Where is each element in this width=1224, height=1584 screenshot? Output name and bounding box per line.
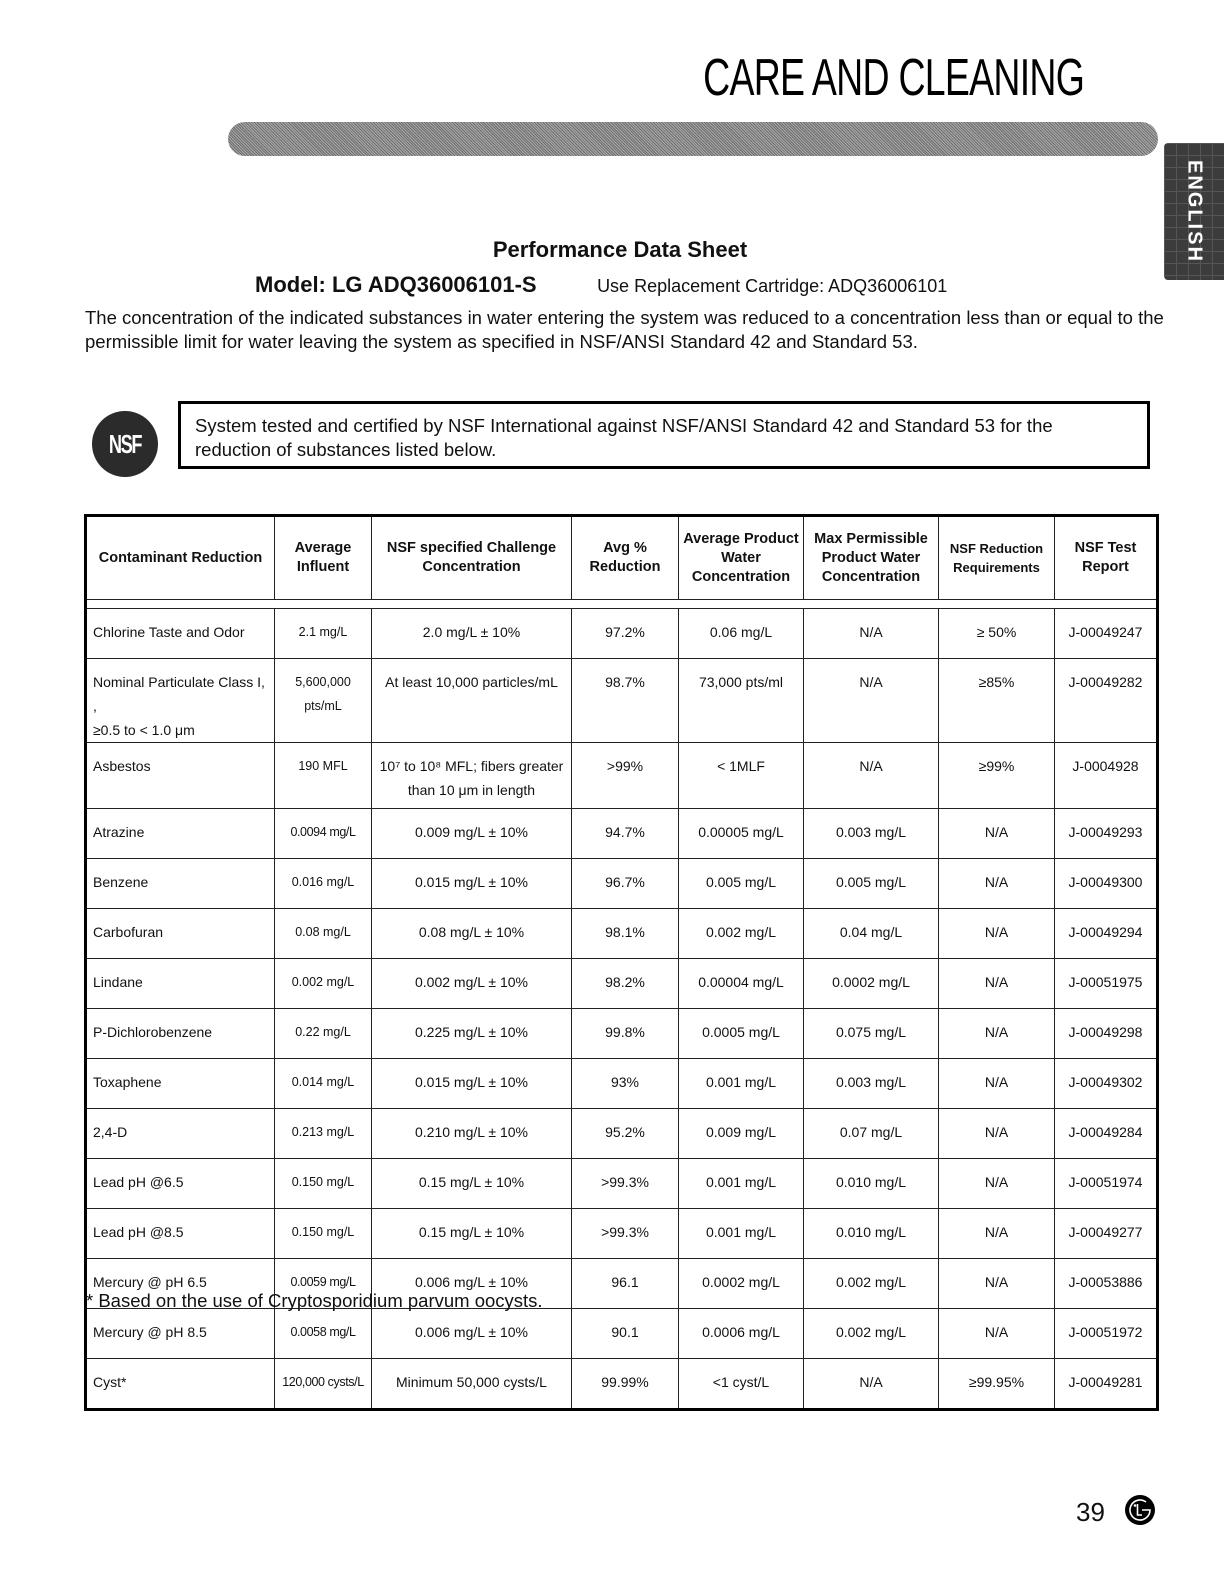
cell-influent: 2.1 mg/L <box>275 609 372 659</box>
cell-contaminant: Mercury @ pH 6.5 <box>86 1259 275 1309</box>
cell-requirement: ≥85% <box>939 659 1055 743</box>
cell-challenge: 0.15 mg/L ± 10% <box>372 1159 572 1209</box>
cell-max: 0.003 mg/L <box>804 809 939 859</box>
cell-reduction: 96.7% <box>572 859 679 909</box>
cell-report: J-00051975 <box>1055 959 1158 1009</box>
cell-reduction: 95.2% <box>572 1109 679 1159</box>
cell-reduction: 99.8% <box>572 1009 679 1059</box>
cell-requirement: N/A <box>939 1059 1055 1109</box>
header-challenge: NSF specified Challenge Concentration <box>372 516 572 600</box>
cell-requirement: N/A <box>939 1209 1055 1259</box>
table-row <box>86 959 1158 1009</box>
cell-report: J-00049293 <box>1055 809 1158 859</box>
cell-influent: 0.016 mg/L <box>275 859 372 909</box>
cell-max: 0.002 mg/L <box>804 1309 939 1359</box>
cell-requirement: ≥99% <box>939 743 1055 809</box>
cell-report: J-00051974 <box>1055 1159 1158 1209</box>
cell-requirement: N/A <box>939 1009 1055 1059</box>
table-row <box>86 809 1158 859</box>
header-decorative-bar <box>228 122 1158 156</box>
model-number: Model: LG ADQ36006101-S <box>255 272 537 297</box>
cell-max: 0.075 mg/L <box>804 1009 939 1059</box>
cell-max: 0.0002 mg/L <box>804 959 939 1009</box>
header-reduction: Avg % Reduction <box>572 516 679 600</box>
nsf-logo-text: NSF <box>108 428 142 459</box>
cell-contaminant: Lead pH @8.5 <box>86 1209 275 1259</box>
cell-report: J-0004928 <box>1055 743 1158 809</box>
cell-requirement: N/A <box>939 909 1055 959</box>
cell-influent: 0.213 mg/L <box>275 1109 372 1159</box>
spacer-row <box>86 600 1158 609</box>
cell-influent: 0.150 mg/L <box>275 1159 372 1209</box>
table-header-row <box>86 516 1158 600</box>
cell-report: J-00049294 <box>1055 909 1158 959</box>
language-tab-label: ENGLISH <box>1183 160 1206 263</box>
cell-challenge: Minimum 50,000 cysts/L <box>372 1359 572 1410</box>
cell-product: 0.001 mg/L <box>679 1059 804 1109</box>
cell-requirement: N/A <box>939 809 1055 859</box>
table-row <box>86 609 1158 659</box>
header-max: Max Permissible Product Water Concentration <box>804 516 939 600</box>
cell-influent: 190 MFL <box>275 743 372 809</box>
cell-max: N/A <box>804 1359 939 1410</box>
cell-influent: 5,600,000 pts/mL <box>275 659 372 743</box>
cell-requirement: N/A <box>939 1309 1055 1359</box>
cell-report: J-00051972 <box>1055 1309 1158 1359</box>
cell-product: 0.001 mg/L <box>679 1159 804 1209</box>
cell-contaminant: Cyst* <box>86 1359 275 1410</box>
cell-report: J-00049282 <box>1055 659 1158 743</box>
header-product: Average Product Water Concentration <box>679 516 804 600</box>
cell-challenge: 10⁷ to 10⁸ MFL; fibers greater than 10 μm in length <box>372 743 572 809</box>
nsf-logo-icon <box>92 411 158 477</box>
header-requirement: NSF Reduction Requirements <box>939 516 1055 600</box>
cell-max: N/A <box>804 609 939 659</box>
cell-product: 0.002 mg/L <box>679 909 804 959</box>
cell-reduction: 98.2% <box>572 959 679 1009</box>
table-row <box>86 1209 1158 1259</box>
lg-logo-icon <box>1124 1494 1156 1526</box>
cell-reduction: >99.3% <box>572 1159 679 1209</box>
cell-reduction: 93% <box>572 1059 679 1109</box>
cell-contaminant: 2,4-D <box>86 1109 275 1159</box>
cell-requirement: N/A <box>939 959 1055 1009</box>
cell-contaminant: Lead pH @6.5 <box>86 1159 275 1209</box>
table-row <box>86 1109 1158 1159</box>
cell-product: < 1MLF <box>679 743 804 809</box>
cell-contaminant: Lindane <box>86 959 275 1009</box>
cell-reduction: 96.1 <box>572 1259 679 1309</box>
cell-influent: 0.0059 mg/L <box>275 1259 372 1309</box>
cell-product: 73,000 pts/ml <box>679 659 804 743</box>
page-number: 39 <box>1076 1497 1105 1527</box>
cell-influent: 120,000 cysts/L <box>275 1359 372 1410</box>
table-row <box>86 1009 1158 1059</box>
cell-reduction: >99% <box>572 743 679 809</box>
cell-report: J-00049300 <box>1055 859 1158 909</box>
header-influent: Average Influent <box>275 516 372 600</box>
replacement-cartridge: Use Replacement Cartridge: ADQ36006101 <box>597 276 948 296</box>
cell-challenge: 0.006 mg/L ± 10% <box>372 1259 572 1309</box>
cell-contaminant: Nominal Particulate Class I, , ≥0.5 to < 1.0 μm <box>86 659 275 743</box>
cell-challenge: 0.006 mg/L ± 10% <box>372 1309 572 1359</box>
cell-challenge: At least 10,000 particles/mL <box>372 659 572 743</box>
cell-max: 0.07 mg/L <box>804 1109 939 1159</box>
cell-product: 0.0006 mg/L <box>679 1309 804 1359</box>
cell-max: N/A <box>804 743 939 809</box>
cell-influent: 0.014 mg/L <box>275 1059 372 1109</box>
table-row <box>86 1059 1158 1109</box>
cell-challenge: 0.225 mg/L ± 10% <box>372 1009 572 1059</box>
cell-product: 0.00004 mg/L <box>679 959 804 1009</box>
table-row <box>86 743 1158 809</box>
cell-contaminant: Carbofuran <box>86 909 275 959</box>
cell-requirement: N/A <box>939 1159 1055 1209</box>
cell-product: 0.005 mg/L <box>679 859 804 909</box>
cell-report: J-00049247 <box>1055 609 1158 659</box>
cell-contaminant: Benzene <box>86 859 275 909</box>
cell-max: 0.04 mg/L <box>804 909 939 959</box>
cell-influent: 0.002 mg/L <box>275 959 372 1009</box>
cell-reduction: 98.1% <box>572 909 679 959</box>
cell-challenge: 0.08 mg/L ± 10% <box>372 909 572 959</box>
cell-challenge: 0.002 mg/L ± 10% <box>372 959 572 1009</box>
cell-reduction: 90.1 <box>572 1309 679 1359</box>
cell-challenge: 0.015 mg/L ± 10% <box>372 1059 572 1109</box>
cell-contaminant: Chlorine Taste and Odor <box>86 609 275 659</box>
table-row <box>86 1359 1158 1410</box>
header-report: NSF Test Report <box>1055 516 1158 600</box>
cell-report: J-00049284 <box>1055 1109 1158 1159</box>
cell-influent: 0.0094 mg/L <box>275 809 372 859</box>
cell-product: 0.0002 mg/L <box>679 1259 804 1309</box>
cell-requirement: ≥ 50% <box>939 609 1055 659</box>
table-row <box>86 1309 1158 1359</box>
table-row <box>86 659 1158 743</box>
cell-challenge: 0.015 mg/L ± 10% <box>372 859 572 909</box>
cell-max: N/A <box>804 659 939 743</box>
cell-influent: 0.150 mg/L <box>275 1209 372 1259</box>
cell-contaminant: Mercury @ pH 8.5 <box>86 1309 275 1359</box>
certification-box: System tested and certified by NSF International against NSF/ANSI Standard 42 and Standard 53 for the reduction of substances listed below. <box>178 401 1150 469</box>
cell-reduction: >99.3% <box>572 1209 679 1259</box>
cell-challenge: 0.009 mg/L ± 10% <box>372 809 572 859</box>
cell-product: 0.06 mg/L <box>679 609 804 659</box>
cell-reduction: 97.2% <box>572 609 679 659</box>
cell-product: 0.009 mg/L <box>679 1109 804 1159</box>
cell-reduction: 98.7% <box>572 659 679 743</box>
cell-report: J-00049281 <box>1055 1359 1158 1410</box>
cell-product: 0.0005 mg/L <box>679 1009 804 1059</box>
performance-table <box>84 514 1159 1411</box>
cell-max: 0.003 mg/L <box>804 1059 939 1109</box>
sheet-title: Performance Data Sheet <box>492 237 748 262</box>
cell-report: J-00053886 <box>1055 1259 1158 1309</box>
cell-requirement: N/A <box>939 859 1055 909</box>
cell-challenge: 0.210 mg/L ± 10% <box>372 1109 572 1159</box>
cell-reduction: 94.7% <box>572 809 679 859</box>
cell-product: 0.00005 mg/L <box>679 809 804 859</box>
cell-challenge: 2.0 mg/L ± 10% <box>372 609 572 659</box>
intro-paragraph: The concentration of the indicated substances in water entering the system was reduced to a concentration less than or equal to the permissible limit for water leaving the system as specified in NSF/ANSI Standard 42 and Standard 53. <box>85 307 1164 352</box>
cell-requirement: N/A <box>939 1259 1055 1309</box>
cell-max: 0.010 mg/L <box>804 1159 939 1209</box>
model-line <box>255 272 947 298</box>
cell-challenge: 0.15 mg/L ± 10% <box>372 1209 572 1259</box>
cell-contaminant: P-Dichlorobenzene <box>86 1009 275 1059</box>
cell-max: 0.005 mg/L <box>804 859 939 909</box>
cell-product: <1 cyst/L <box>679 1359 804 1410</box>
footnote: * Based on the use of Cryptosporidium parvum oocysts. <box>86 1290 543 1311</box>
header-contaminant: Contaminant Reduction <box>86 516 275 600</box>
cell-requirement: ≥99.95% <box>939 1359 1055 1410</box>
cell-influent: 0.0058 mg/L <box>275 1309 372 1359</box>
cell-max: 0.010 mg/L <box>804 1209 939 1259</box>
cell-contaminant: Toxaphene <box>86 1059 275 1109</box>
cell-contaminant: Atrazine <box>86 809 275 859</box>
table-row <box>86 859 1158 909</box>
section-title: CARE AND CLEANING <box>703 49 1084 107</box>
cell-requirement: N/A <box>939 1109 1055 1159</box>
cell-influent: 0.22 mg/L <box>275 1009 372 1059</box>
table-row <box>86 1159 1158 1209</box>
cell-report: J-00049277 <box>1055 1209 1158 1259</box>
cell-contaminant: Asbestos <box>86 743 275 809</box>
table-row <box>86 909 1158 959</box>
cell-reduction: 99.99% <box>572 1359 679 1410</box>
cell-report: J-00049302 <box>1055 1059 1158 1109</box>
cell-influent: 0.08 mg/L <box>275 909 372 959</box>
cell-max: 0.002 mg/L <box>804 1259 939 1309</box>
cell-product: 0.001 mg/L <box>679 1209 804 1259</box>
cell-report: J-00049298 <box>1055 1009 1158 1059</box>
